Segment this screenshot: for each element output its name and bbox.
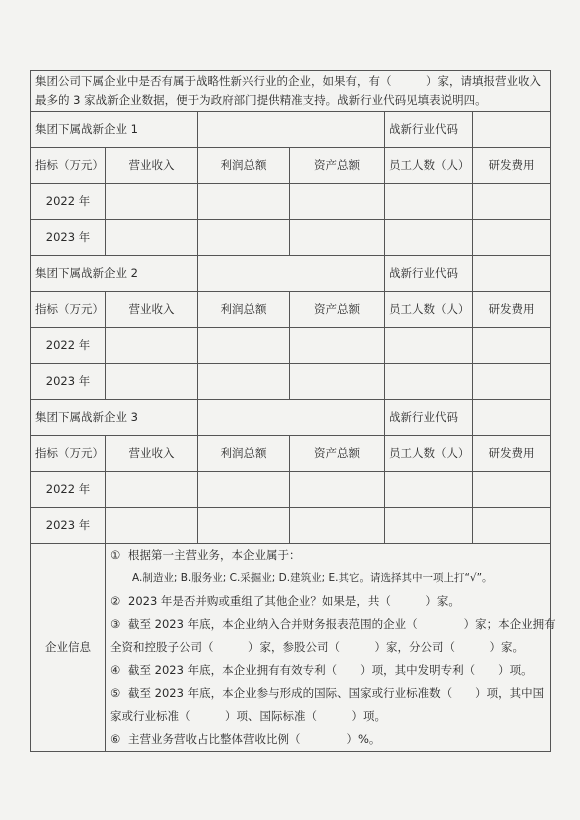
cell-input[interactable] [198, 220, 290, 256]
header-indicator: 指标（万元） [31, 292, 106, 328]
cell-input[interactable] [106, 508, 198, 544]
header-rd: 研发费用 [473, 436, 551, 472]
enterprise-2-header-row [31, 292, 551, 328]
enterprise-3-code-label: 战新行业代码 [385, 400, 473, 436]
cell-input[interactable] [290, 220, 385, 256]
cell-input[interactable] [385, 364, 473, 400]
year-label: 2022 年 [31, 184, 106, 220]
cell-input[interactable] [290, 328, 385, 364]
cell-input[interactable] [473, 184, 551, 220]
cell-input[interactable] [473, 472, 551, 508]
cell-input[interactable] [106, 472, 198, 508]
info-item-3[interactable]: ③ 截至 2023 年底，本企业纳入合并财务报表范围的企业（ ）家；本企业拥有 [110, 617, 556, 631]
enterprise-2-code-label: 战新行业代码 [385, 256, 473, 292]
enterprise-1-name-field[interactable] [198, 112, 385, 148]
enterprise-1-code-field[interactable] [473, 112, 551, 148]
enterprise-3-name-field[interactable] [198, 400, 385, 436]
cell-input[interactable] [198, 364, 290, 400]
header-revenue: 营业收入 [106, 436, 198, 472]
enterprise-info-questions [106, 544, 556, 752]
header-revenue: 营业收入 [106, 148, 198, 184]
header-profit: 利润总额 [198, 148, 290, 184]
enterprise-3-title: 集团下属战新企业 3 [31, 400, 198, 436]
enterprise-form-table [30, 70, 556, 752]
header-employees: 员工人数（人） [385, 148, 473, 184]
header-assets: 资产总额 [290, 436, 385, 472]
enterprise-1-code-label: 战新行业代码 [385, 112, 473, 148]
cell-input[interactable] [473, 364, 551, 400]
info-item-2[interactable]: ② 2023 年是否并购或重组了其他企业？如果是，共（ ）家。 [110, 594, 460, 608]
table-row [31, 328, 551, 364]
enterprise-2-code-field[interactable] [473, 256, 551, 292]
year-label: 2022 年 [31, 328, 106, 364]
cell-input[interactable] [198, 184, 290, 220]
header-profit: 利润总额 [198, 292, 290, 328]
table-row [31, 508, 551, 544]
cell-input[interactable] [290, 508, 385, 544]
table-row [31, 184, 551, 220]
year-label: 2022 年 [31, 472, 106, 508]
cell-input[interactable] [290, 472, 385, 508]
year-label: 2023 年 [31, 364, 106, 400]
cell-input[interactable] [290, 364, 385, 400]
cell-input[interactable] [106, 220, 198, 256]
header-assets: 资产总额 [290, 148, 385, 184]
header-employees: 员工人数（人） [385, 436, 473, 472]
header-rd: 研发费用 [473, 292, 551, 328]
cell-input[interactable] [198, 328, 290, 364]
info-item-1[interactable]: ① 根据第一主营业务，本企业属于： [110, 548, 301, 562]
table-row [31, 220, 551, 256]
cell-input[interactable] [198, 472, 290, 508]
header-rd: 研发费用 [473, 148, 551, 184]
cell-input[interactable] [198, 508, 290, 544]
year-label: 2023 年 [31, 220, 106, 256]
header-assets: 资产总额 [290, 292, 385, 328]
year-label: 2023 年 [31, 508, 106, 544]
enterprise-1-header-row [31, 148, 551, 184]
header-profit: 利润总额 [198, 436, 290, 472]
intro-line-2: 最多的 3 家战新企业数据，便于为政府部门提供精准支持。战新行业代码见填表说明四。 [35, 93, 487, 107]
header-revenue: 营业收入 [106, 292, 198, 328]
info-item-3-cont[interactable]: 全资和控股子公司（ ）家，参股公司（ ）家，分公司（ ）家。 [110, 640, 524, 654]
enterprise-1-title: 集团下属战新企业 1 [31, 112, 198, 148]
cell-input[interactable] [473, 220, 551, 256]
intro-line-1: 集团公司下属企业中是否有属于战略性新兴行业的企业，如果有，有（ ）家，请填报营业收入 [35, 74, 541, 88]
intro-question [31, 71, 551, 112]
info-item-5[interactable]: ⑤ 截至 2023 年底，本企业参与形成的国际、国家或行业标准数（ ）项，其中国 [110, 686, 545, 700]
cell-input[interactable] [106, 328, 198, 364]
cell-input[interactable] [106, 364, 198, 400]
enterprise-3-code-field[interactable] [473, 400, 551, 436]
info-item-4[interactable]: ④ 截至 2023 年底，本企业拥有有效专利（ ）项，其中发明专利（ ）项。 [110, 663, 533, 677]
cell-input[interactable] [473, 508, 551, 544]
header-indicator: 指标（万元） [31, 148, 106, 184]
header-indicator: 指标（万元） [31, 436, 106, 472]
info-item-5-cont[interactable]: 家或行业标准（ ）项、国际标准（ ）项。 [110, 709, 386, 723]
info-item-1-options[interactable]: A.制造业; B.服务业; C.采掘业; D.建筑业; E.其它。请选择其中一项上打“√”。 [132, 572, 493, 584]
table-row [31, 472, 551, 508]
cell-input[interactable] [385, 328, 473, 364]
cell-input[interactable] [385, 472, 473, 508]
cell-input[interactable] [385, 184, 473, 220]
cell-input[interactable] [473, 328, 551, 364]
cell-input[interactable] [106, 184, 198, 220]
enterprise-3-header-row [31, 436, 551, 472]
cell-input[interactable] [290, 184, 385, 220]
table-row [31, 364, 551, 400]
enterprise-2-title: 集团下属战新企业 2 [31, 256, 198, 292]
enterprise-2-name-field[interactable] [198, 256, 385, 292]
header-employees: 员工人数（人） [385, 292, 473, 328]
enterprise-info-label: 企业信息 [31, 544, 106, 752]
cell-input[interactable] [385, 508, 473, 544]
cell-input[interactable] [385, 220, 473, 256]
info-item-6[interactable]: ⑥ 主营业务营收占比整体营收比例（ ）%。 [110, 732, 381, 746]
